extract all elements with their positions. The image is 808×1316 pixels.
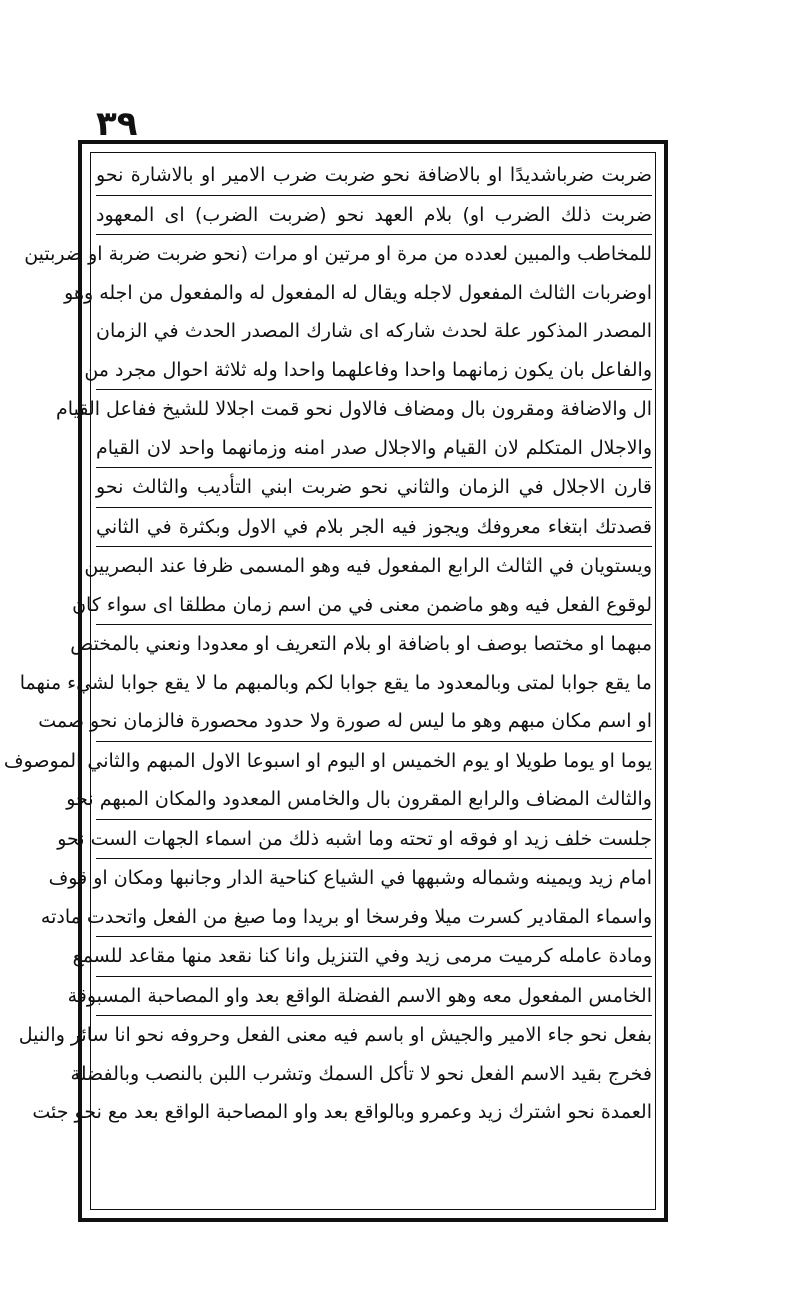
text-line: فخرج بقيد الاسم الفعل نحو لا تأكل السمك وتشرب اللبن بالنصب وبالفضلة (70, 1062, 652, 1085)
text-line: قصدتك ابتغاء معروفك ويجوز فيه الجر بلام في الاول وبكثرة في الثاني (96, 508, 652, 548)
text-line: والفاعل بان يكون زمانهما واحدا وفاعلهما واحدا وله ثلاثة احوال مجرد من (96, 351, 652, 391)
page-number: ۳۹ (96, 104, 138, 144)
text-line: مبهما او مختصا بوصف او باضافة او بلام التعريف او معدودا ونعني بالمختص (70, 633, 652, 655)
text-line: بفعل نحو جاء الامير والجيش او باسم فيه معنى الفعل وحروفه نحو انا سائر والنيل (18, 1024, 652, 1046)
text-line: اوضربات الثالث المفعول لاجله ويقال له المفعول له والمفعول من اجله وهو (64, 281, 652, 304)
text-line: ويستويان في الثالث الرابع المفعول فيه وهو المسمى ظرفا عند البصريين (84, 555, 652, 577)
text-line: واسماء المقادير كسرت ميلا وفرسخا او بريدا وما صيغ من الفعل واتحدت مادته (96, 898, 652, 938)
text-line: والثالث المضاف والرابع المقرون بال والخامس المعدود والمكان المبهم نحو (96, 780, 652, 820)
body-text (3, 156, 652, 1132)
text-line: جلست خلف زيد او فوقه او تحته وما اشبه ذلك من اسماء الجهات الست نحو (96, 820, 652, 860)
text-line: ما يقع جوابا لمتى وبالمعدود ما يقع جوابا لكم وبالمبهم ما لا يقع جوابا لشيء منهما (19, 671, 652, 694)
text-line: للمخاطب والمبين لعدده من مرة او مرتين او مرات (نحو ضربت ضربة او ضربتين (24, 243, 652, 265)
text-line: لوقوع الفعل فيه وهو ماضمن معنى في من اسم زمان مطلقا اى سواء كان (96, 586, 652, 626)
text-line: المصدر المذكور علة لحدث شاركه اى شارك المصدر الحدث في الزمان (96, 320, 652, 342)
text-line: ال والاضافة ومقرون بال ومضاف فالاول نحو قمت اجلالا للشيخ ففاعل القيام (56, 398, 652, 420)
text-line: قارن الاجلال في الزمان والثاني نحو ضربت ابني التأديب والثالث نحو (96, 468, 652, 508)
text-line: العمدة نحو اشترك زيد وعمرو وبالواقع بعد واو المصاحبة الواقع بعد مع نحو جئت (32, 1101, 652, 1123)
text-line: والاجلال المتكلم لان القيام والاجلال صدر امنه وزمانهما واحد لان القيام (96, 429, 652, 469)
text-line: الخامس المفعول معه وهو الاسم الفضلة الواقع بعد واو المصاحبة المسبوقة (96, 977, 652, 1017)
text-line: ضربت ذلك الضرب او) بلام العهد نحو (ضربت الضرب) اى المعهود (96, 196, 652, 236)
text-line: ومادة عامله كرميت مرمى زيد وفي التنزيل وانا كنا نقعد منها مقاعد للسمع (96, 937, 652, 977)
text-line: امام زيد ويمينه وشماله وشبهها في الشياع كناحية الدار وجانبها ومكان او قوف (48, 867, 652, 889)
text-line: او اسم مكان مبهم وهو ما ليس له صورة ولا حدود محصورة فالزمان نحو صمت (96, 702, 652, 742)
text-line: يوما او يوما طويلا او يوم الخميس او اليوم او اسبوعا الاول المبهم والثاني الموصوف (3, 749, 652, 772)
text-line: ضربت ضرباشديدًا او بالاضافة نحو ضربت ضرب الامير او بالاشارة نحو (96, 156, 652, 196)
